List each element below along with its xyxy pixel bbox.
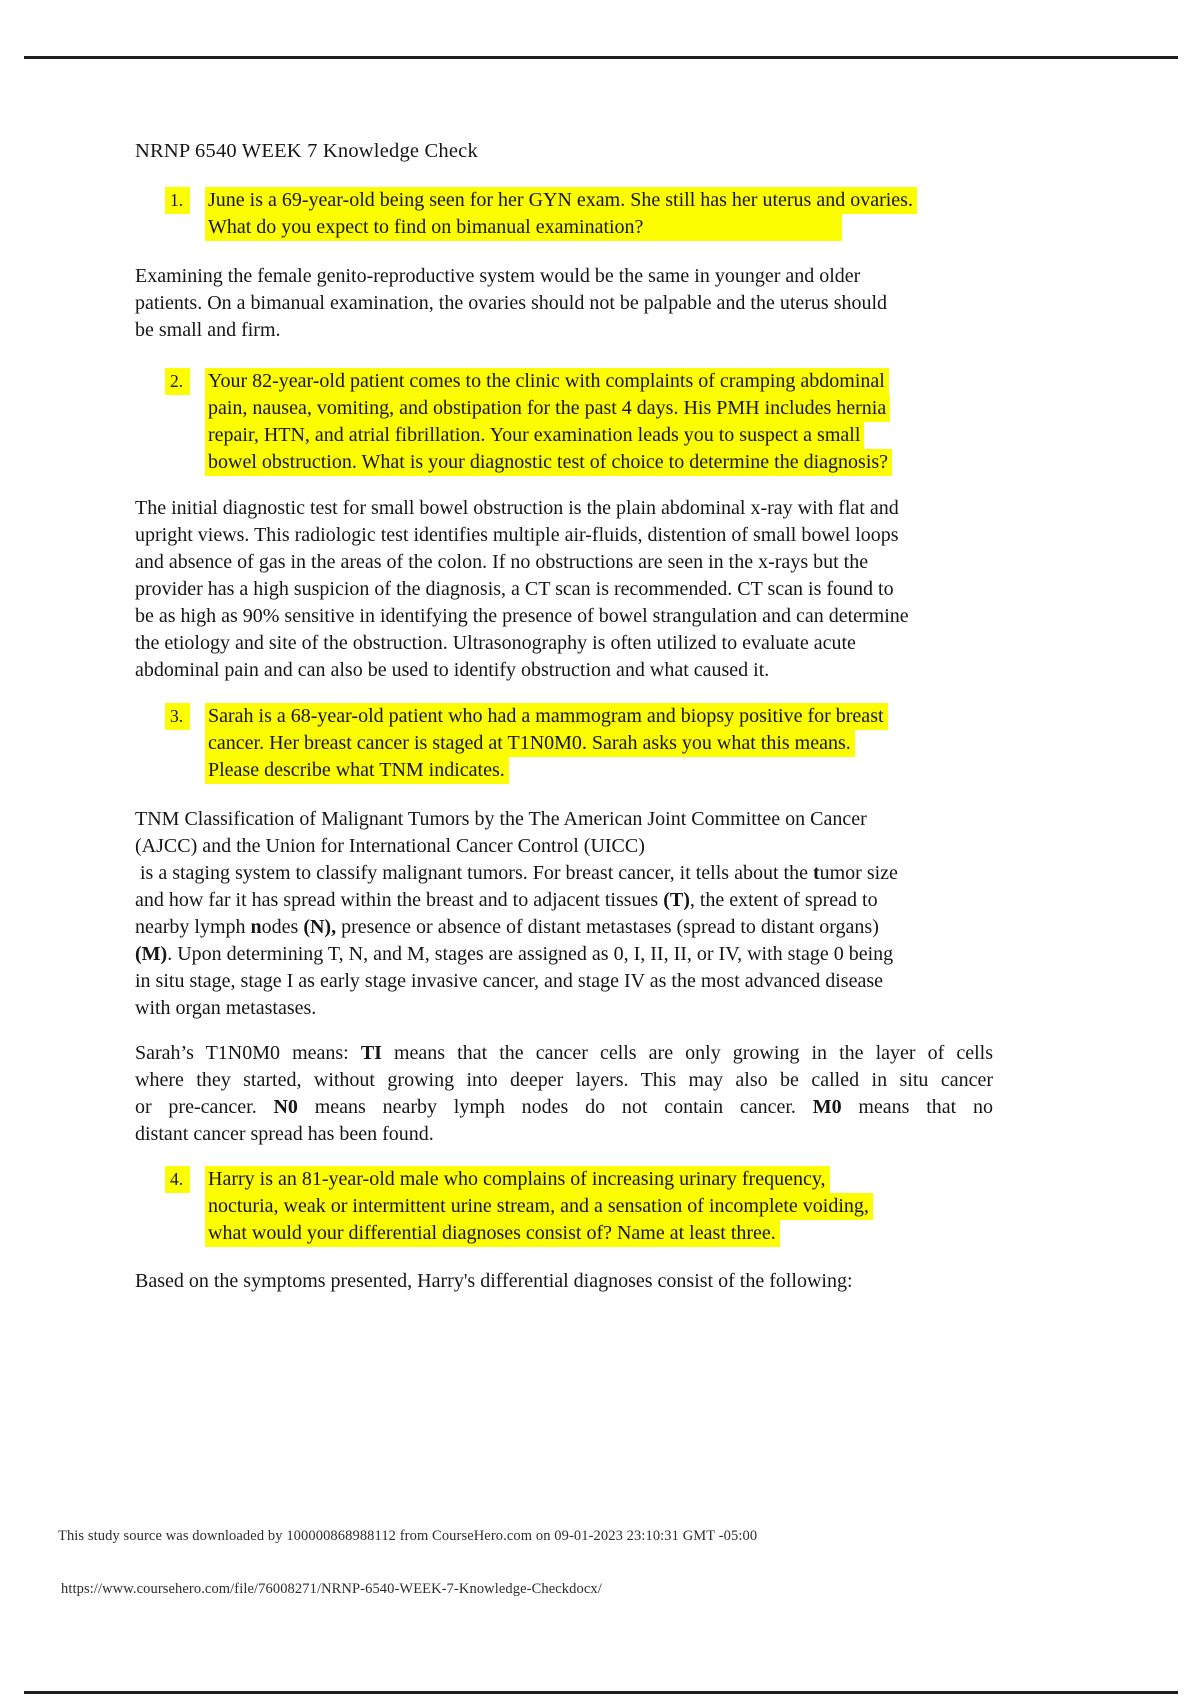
- highlight-span: [205, 449, 892, 476]
- answer-3-meaning-paragraph: [135, 1040, 1070, 1148]
- highlight-span: [205, 395, 890, 422]
- bottom-divider: [24, 1691, 1178, 1694]
- text-line: [135, 833, 1070, 860]
- text-line: [205, 757, 1070, 784]
- bold-text: M0: [812, 1096, 842, 1118]
- text-span: pain, nausea, vomiting, and obstipation for the past 4 days. His PMH includes hernia: [208, 397, 887, 419]
- question-number-label: 3.: [165, 703, 190, 730]
- text-span: or pre-cancer.: [135, 1096, 274, 1118]
- text-span: Examining the female genito-reproductive system would be the same in younger and older: [135, 265, 861, 287]
- text-span: the etiology and site of the obstruction. Ultrasonography is often utilized to evaluate acute: [135, 632, 856, 654]
- text-line: [135, 603, 1070, 630]
- text-line: [135, 995, 1070, 1022]
- bold-text: (M): [135, 943, 168, 965]
- bold-text: (T): [663, 889, 690, 911]
- text-span: abdominal pain and can also be used to identify obstruction and what caused it.: [135, 659, 770, 681]
- top-divider: [24, 56, 1178, 59]
- text-line: [205, 368, 1070, 395]
- highlight-span: [205, 730, 855, 757]
- question-4-number: [165, 1166, 205, 1193]
- text-span: presence or absence of distant metastases (spread to distant organs): [336, 916, 879, 938]
- text-line: [205, 1193, 1070, 1220]
- text-line: [135, 1121, 993, 1148]
- highlight-span: [205, 1166, 830, 1193]
- text-span: distant cancer spread has been found.: [135, 1123, 434, 1145]
- text-span: Please describe what TNM indicates.: [208, 759, 505, 781]
- text-line: [205, 1220, 1070, 1247]
- answer-1-paragraph: [135, 263, 1070, 344]
- text-line: [205, 1166, 1070, 1193]
- text-line: [135, 806, 1070, 833]
- text-span: Sarah’s T1N0M0 means:: [135, 1042, 361, 1064]
- text-span: cancer. Her breast cancer is staged at T1N0M0. Sarah asks you what this means.: [208, 732, 851, 754]
- text-span: repair, HTN, and atrial fibrillation. Your examination leads you to suspect a small: [208, 424, 861, 446]
- question-number-label: 4.: [165, 1166, 190, 1193]
- text-line: [205, 703, 1070, 730]
- text-line: [135, 860, 1070, 887]
- bold-text: N0: [273, 1096, 298, 1118]
- text-span: in situ stage, stage I as early stage invasive cancer, and stage IV as the most advanced disease: [135, 970, 884, 992]
- footer-download-note: This study source was downloaded by 100000868988112 from CourseHero.com on 09-01-2023 23:10:31 GMT -05:00: [58, 1528, 758, 1544]
- text-span: where they started, without growing into deeper layers. This may also be called in situ cancer: [135, 1069, 993, 1091]
- text-line: [135, 968, 1070, 995]
- question-1-text: [205, 187, 1070, 241]
- question-3-number: [165, 703, 205, 730]
- text-span: What do you expect to find on bimanual examination?: [208, 216, 644, 238]
- text-line: [205, 449, 1070, 476]
- text-line: [135, 290, 1070, 317]
- text-span: and absence of gas in the areas of the colon. If no obstructions are seen in the x-rays but the: [135, 551, 869, 573]
- bold-text: t: [812, 862, 820, 884]
- text-line: [205, 187, 1070, 214]
- text-line: [135, 630, 1070, 657]
- highlight-span: [205, 187, 917, 214]
- text-span: . Upon determining T, N, and M, stages are assigned as 0, I, II, II, or IV, with stage 0 being: [167, 943, 894, 965]
- text-span: nocturia, weak or intermittent urine stream, and a sensation of incomplete voiding,: [208, 1195, 869, 1217]
- text-span: be small and firm.: [135, 319, 281, 341]
- text-span: with organ metastases.: [135, 997, 317, 1019]
- answer-3-classification-paragraph: [135, 806, 1070, 1022]
- text-line: [135, 495, 1070, 522]
- text-span: (AJCC) and the Union for International Cancer Control (UICC): [135, 835, 645, 857]
- question-4-item: [135, 1166, 1070, 1247]
- text-line: [135, 1094, 993, 1121]
- text-line: [135, 317, 1070, 344]
- text-line: [135, 887, 1070, 914]
- text-line: [205, 395, 1070, 422]
- highlight-span: [205, 1220, 780, 1247]
- text-span: provider has a high suspicion of the diagnosis, a CT scan is recommended. CT scan is found to: [135, 578, 894, 600]
- text-span: odes: [261, 916, 304, 938]
- text-line: [135, 263, 1070, 290]
- highlight-span: [205, 757, 509, 784]
- question-3-item: [135, 703, 1070, 784]
- text-line: [135, 576, 1070, 603]
- text-span: means nearby lymph nodes do not contain cancer.: [297, 1096, 813, 1118]
- highlight-span: [205, 422, 864, 449]
- question-2-text: [205, 368, 1070, 476]
- text-span: Your 82-year-old patient comes to the clinic with complaints of cramping abdominal: [208, 370, 885, 392]
- text-line: [135, 914, 1070, 941]
- bold-text: n: [250, 916, 262, 938]
- text-span: TNM Classification of Malignant Tumors by the The American Joint Committee on Cancer: [135, 808, 867, 830]
- text-span: Harry is an 81-year-old male who complains of increasing urinary frequency,: [208, 1168, 826, 1190]
- text-line: [135, 1040, 993, 1067]
- text-span: means that the cancer cells are only growing in the layer of cells: [381, 1042, 994, 1064]
- question-number-label: 1.: [165, 187, 190, 214]
- text-span: nearby lymph: [135, 916, 251, 938]
- text-line: [135, 522, 1070, 549]
- highlight-tail: [647, 214, 842, 241]
- text-span: upright views. This radiologic test identifies multiple air-fluids, distention of small bowel loops: [135, 524, 899, 546]
- highlight-span: [205, 1193, 873, 1220]
- question-1-item: [135, 187, 1070, 241]
- question-number-label: 2.: [165, 368, 190, 395]
- question-3-text: [205, 703, 1070, 784]
- text-span: Based on the symptoms presented, Harry's differential diagnoses consist of the following:: [135, 1270, 853, 1292]
- question-2-item: [135, 368, 1070, 476]
- footer-source-url[interactable]: https://www.coursehero.com/file/76008271/NRNP-6540-WEEK-7-Knowledge-Checkdocx/: [61, 1581, 602, 1597]
- highlight-span: [205, 703, 888, 730]
- text-span: , the extent of spread to: [689, 889, 878, 911]
- text-line: [135, 657, 1070, 684]
- question-2-number: [165, 368, 205, 395]
- text-span: Sarah is a 68-year-old patient who had a mammogram and biopsy positive for breast: [208, 705, 884, 727]
- highlight-span: [205, 214, 647, 241]
- bold-text: TI: [360, 1042, 382, 1064]
- text-line: [205, 730, 1070, 757]
- text-line: [205, 422, 1070, 449]
- text-span: what would your differential diagnoses consist of? Name at least three.: [208, 1222, 776, 1244]
- document-title: NRNP 6540 WEEK 7 Knowledge Check: [135, 140, 478, 162]
- text-span: The initial diagnostic test for small bowel obstruction is the plain abdominal x-ray with flat and: [135, 497, 899, 519]
- text-span: June is a 69-year-old being seen for her GYN exam. She still has her uterus and ovaries.: [208, 189, 913, 211]
- bold-text: (N),: [303, 916, 337, 938]
- text-span: patients. On a bimanual examination, the ovaries should not be palpable and the uterus should: [135, 292, 888, 314]
- text-span: umor size: [819, 862, 898, 884]
- text-span: is a staging system to classify malignant tumors. For breast cancer, it tells about the: [135, 862, 813, 884]
- answer-4-intro-paragraph: [135, 1268, 1070, 1295]
- text-line: [135, 1268, 1070, 1295]
- text-span: bowel obstruction. What is your diagnostic test of choice to determine the diagnosis?: [208, 451, 889, 473]
- answer-2-paragraph: [135, 495, 1070, 684]
- text-span: and how far it has spread within the breast and to adjacent tissues: [135, 889, 664, 911]
- text-line: [205, 214, 1070, 241]
- text-line: [135, 941, 1070, 968]
- text-line: [135, 549, 1070, 576]
- question-1-number: [165, 187, 205, 214]
- question-4-text: [205, 1166, 1070, 1247]
- text-line: [135, 1067, 993, 1094]
- text-span: be as high as 90% sensitive in identifying the presence of bowel strangulation and can determine: [135, 605, 909, 627]
- highlight-span: [205, 368, 889, 395]
- text-span: means that no: [841, 1096, 994, 1118]
